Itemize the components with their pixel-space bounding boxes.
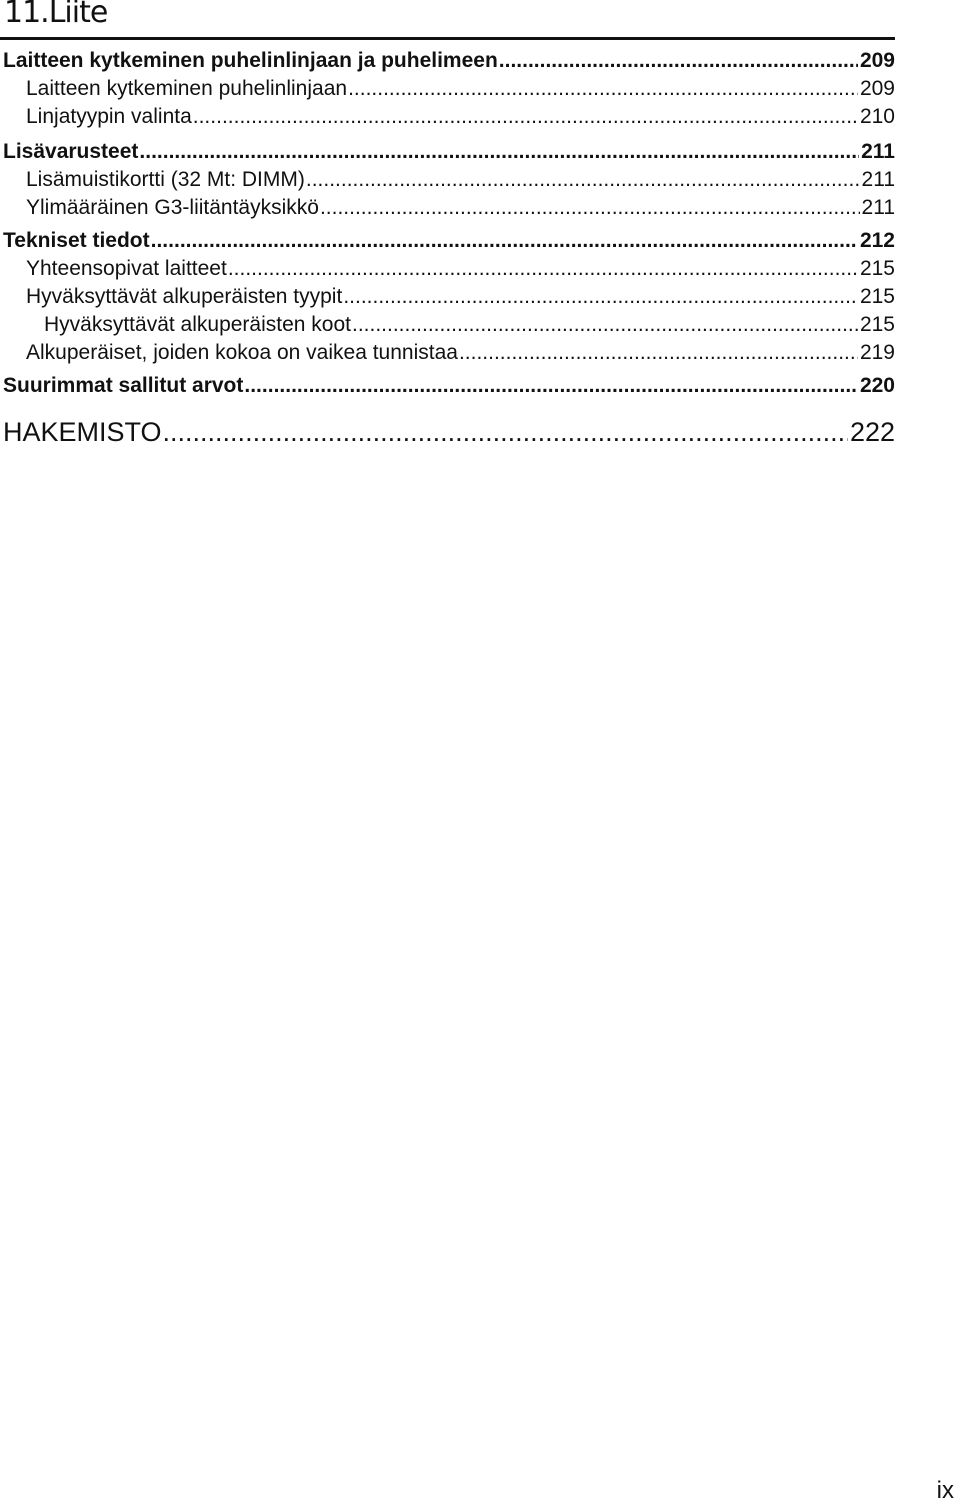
toc-entry[interactable] (3, 417, 895, 447)
dot-leader (352, 313, 858, 337)
toc-entry-page: 209 (859, 77, 895, 100)
dot-leader (343, 285, 858, 309)
toc-entry-title: Alkuperäiset, joiden kokoa on vaikea tunnistaa (26, 341, 458, 364)
dot-leader (228, 257, 858, 281)
toc-entry-title: Linjatyypin valinta (26, 105, 192, 128)
toc-entry[interactable] (3, 374, 895, 398)
toc-entry[interactable] (3, 140, 895, 164)
dot-leader (348, 77, 858, 101)
toc-entry[interactable] (44, 313, 895, 337)
toc-entry[interactable] (26, 196, 895, 220)
toc-entry[interactable] (26, 105, 895, 129)
toc-entry[interactable] (26, 257, 895, 281)
chapter-rule (0, 37, 895, 40)
toc-entry-page: 210 (859, 105, 895, 128)
toc-entry-page: 215 (859, 257, 895, 280)
toc-entry-title: Lisävarusteet (3, 140, 139, 163)
toc-entry[interactable] (26, 168, 895, 192)
toc-entry-title: Hyväksyttävät alkuperäisten koot (44, 313, 351, 336)
toc-entry-page: 215 (859, 285, 895, 308)
toc-entry-title: HAKEMISTO (3, 417, 162, 447)
page-number: ix (936, 1477, 954, 1504)
toc-entry[interactable] (26, 77, 895, 101)
toc-entry-title: Laitteen kytkeminen puhelinlinjaan ja puhelimeen (3, 49, 498, 72)
toc-entry-page: 211 (861, 168, 895, 191)
toc-entry-title: Suurimmat sallitut arvot (3, 374, 244, 397)
dot-leader (306, 168, 860, 192)
dot-leader (193, 105, 858, 129)
toc-entry-title: Hyväksyttävät alkuperäisten tyypit (26, 285, 343, 308)
toc-entry[interactable] (26, 341, 895, 365)
toc-entry-title: Lisämuistikortti (32 Mt: DIMM) (26, 168, 305, 191)
toc-entry-title: Ylimääräinen G3-liitäntäyksikkö (26, 196, 319, 219)
toc-entry-page: 215 (859, 313, 895, 336)
chapter-title: 11.Liite (4, 0, 108, 30)
dot-leader (139, 140, 859, 164)
toc-entry-page: 209 (859, 49, 895, 72)
toc-entry[interactable] (3, 229, 895, 253)
dot-leader (320, 196, 860, 220)
dot-leader (151, 229, 858, 253)
dot-leader (163, 417, 848, 447)
toc-entry-title: Tekniset tiedot (3, 229, 150, 252)
toc-entry-title: Laitteen kytkeminen puhelinlinjaan (26, 77, 348, 100)
toc-entry-page: 220 (859, 374, 895, 397)
toc-entry[interactable] (26, 285, 895, 309)
toc-entry-title: Yhteensopivat laitteet (26, 257, 227, 280)
toc-entry[interactable] (3, 49, 895, 73)
dot-leader (244, 374, 858, 398)
toc-entry-page: 219 (859, 341, 895, 364)
toc-entry-page: 212 (859, 229, 895, 252)
dot-leader (499, 49, 858, 73)
toc-entry-page: 222 (849, 417, 895, 447)
toc-entry-page: 211 (861, 140, 895, 163)
dot-leader (459, 341, 858, 365)
toc-entry-page: 211 (861, 196, 895, 219)
